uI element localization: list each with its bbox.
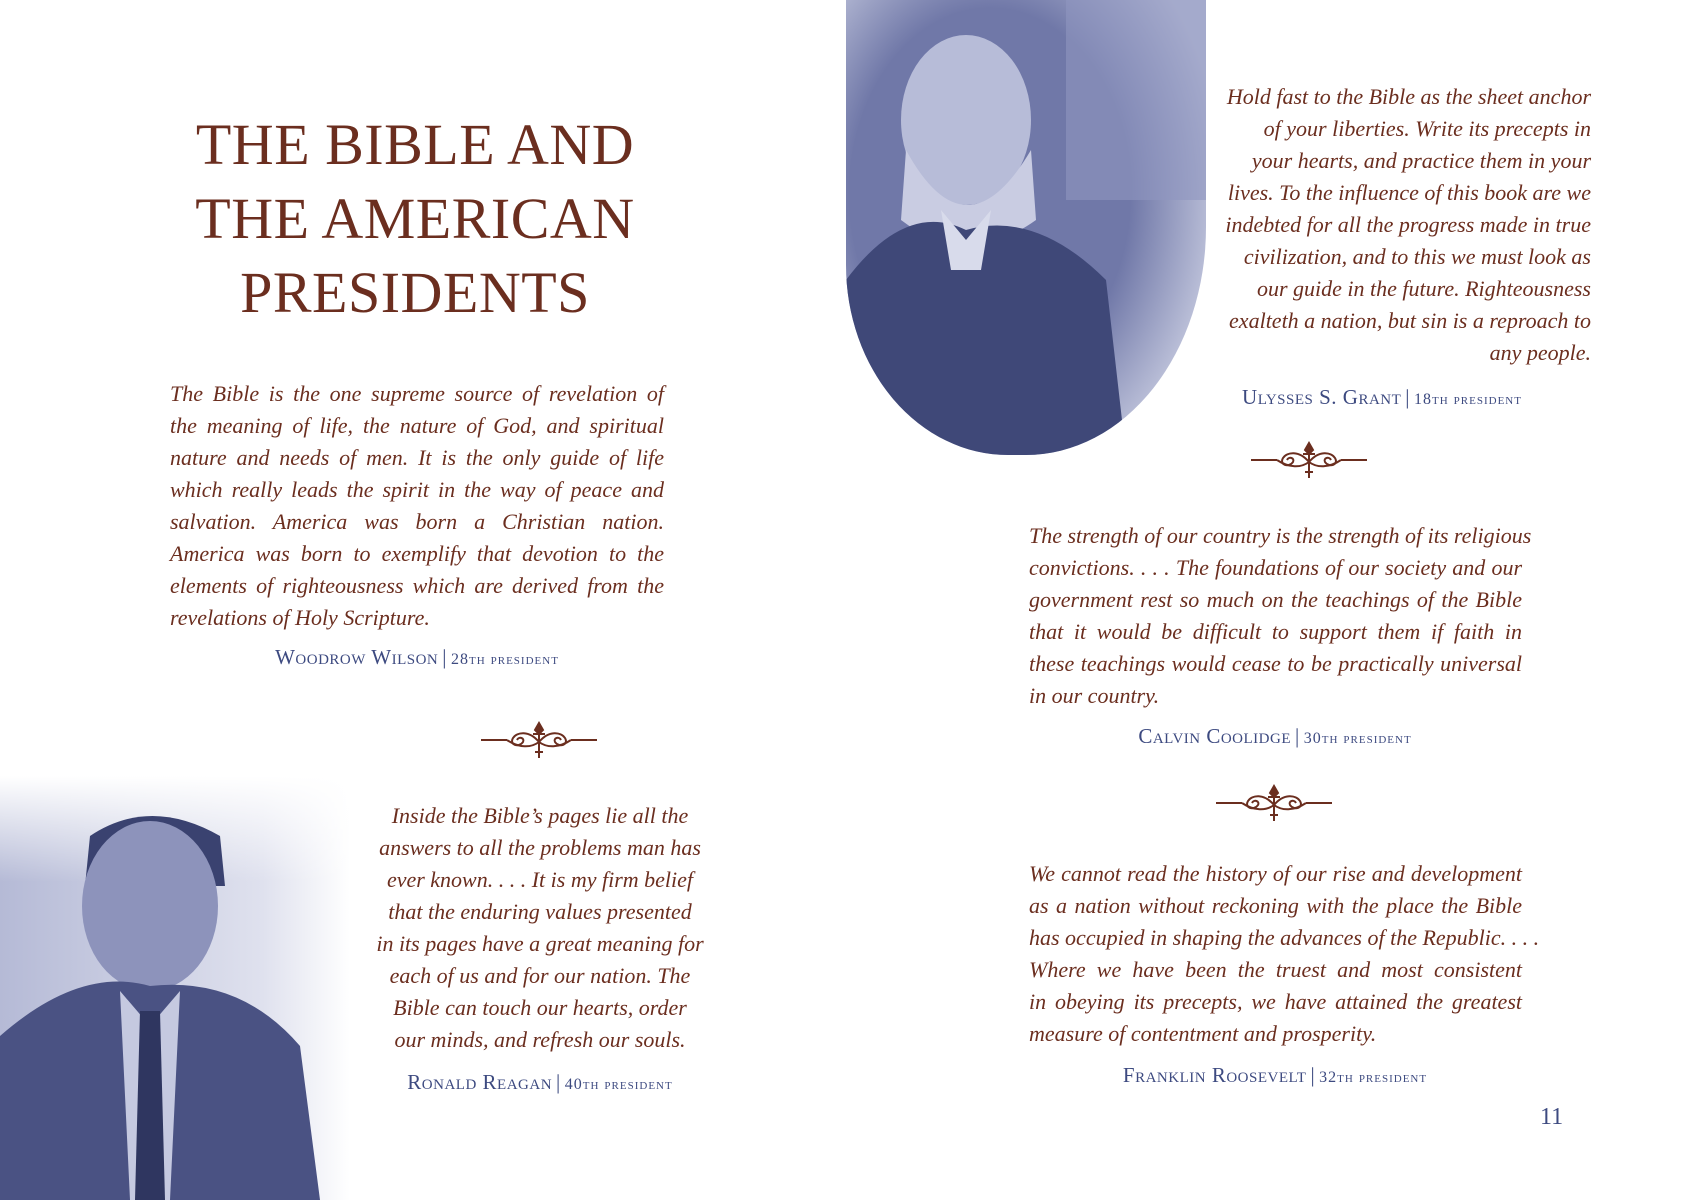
quote-line: answers to all the problems man has xyxy=(379,835,701,860)
quote-line: civilization, and to this we must look as xyxy=(1243,244,1591,269)
president-name: Ronald Reagan xyxy=(407,1070,553,1094)
separator: | xyxy=(556,1070,561,1094)
reagan-quote xyxy=(360,800,720,1056)
quote-line: government rest so much on the teachings of the Bible xyxy=(1029,587,1522,612)
separator: | xyxy=(442,645,447,669)
page-title xyxy=(150,108,680,330)
president-name: Calvin Coolidge xyxy=(1138,724,1292,748)
quote-line: in its pages have a great meaning for xyxy=(376,931,704,956)
quote-line: the meaning of life, the nature of God, and spiritual xyxy=(170,413,664,438)
quote-line: The Bible is the one supreme source of revelation of xyxy=(170,381,664,406)
title-line: THE AMERICAN xyxy=(195,186,635,251)
president-rank: 18th president xyxy=(1414,391,1522,408)
quote-line: your hearts, and practice them in your xyxy=(1251,148,1591,173)
quote-line: exalteth a nation, but sin is a reproach to xyxy=(1229,308,1591,333)
president-rank: 40th president xyxy=(564,1076,673,1093)
separator: | xyxy=(1405,385,1411,409)
reagan-portrait-photo xyxy=(0,776,350,1200)
roosevelt-attribution xyxy=(1123,1063,1427,1090)
quote-line: our guide in the future. Righteousness xyxy=(1256,276,1591,301)
title-line: THE BIBLE AND xyxy=(195,112,635,177)
president-name: Ulysses S. Grant xyxy=(1242,385,1402,409)
quote-line: as a nation without reckoning with the place the Bible xyxy=(1029,893,1522,918)
reagan-attribution xyxy=(407,1070,672,1097)
quote-line: lives. To the influence of this book are we xyxy=(1227,180,1591,205)
quote-line: each of us and for our nation. The xyxy=(389,963,691,988)
grant-attribution xyxy=(1242,385,1522,412)
fleuron-ornament-icon xyxy=(1214,783,1334,823)
quote-line: any people. xyxy=(1489,340,1591,365)
quote-line: our minds, and refresh our souls. xyxy=(394,1027,686,1052)
grant-portrait-photo xyxy=(846,0,1206,455)
title-line: PRESIDENTS xyxy=(240,260,590,325)
quote-line: ever known. . . . It is my firm belief xyxy=(386,867,694,892)
quote-line: We cannot read the history of our rise and development xyxy=(1029,861,1522,886)
separator: | xyxy=(1310,1063,1316,1087)
coolidge-attribution xyxy=(1138,724,1411,751)
quote-line: which really leads the spirit in the way of peace and xyxy=(170,477,664,502)
quote-line: Bible can touch our hearts, order xyxy=(393,995,687,1020)
quote-line: Inside the Bible’s pages lie all the xyxy=(391,803,689,828)
coolidge-quote xyxy=(1029,520,1532,712)
wilson-quote xyxy=(170,378,664,634)
quote-line: measure of contentment and prosperity. xyxy=(1029,1021,1377,1046)
quote-line: convictions. . . . The foundations of our society and our xyxy=(1029,555,1522,580)
quote-line: indebted for all the progress made in true xyxy=(1225,212,1591,237)
quote-line: salvation. America was born a Christian nation. xyxy=(170,509,664,534)
roosevelt-quote xyxy=(1029,858,1540,1050)
quote-line: that the enduring values presented xyxy=(388,899,692,924)
quote-line: America was born to exemplify that devotion to the xyxy=(170,541,664,566)
quote-line: these teachings would cease to be practically universal xyxy=(1029,651,1522,676)
quote-line: revelations of Holy Scripture. xyxy=(170,605,430,630)
quote-line: The strength of our country is the strength of its religious xyxy=(1029,523,1532,548)
separator: | xyxy=(1295,724,1300,748)
quote-line: Hold fast to the Bible as the sheet anchor xyxy=(1226,84,1591,109)
page-number: 11 xyxy=(1540,1104,1564,1130)
quote-line: elements of righteousness which are derived from the xyxy=(170,573,664,598)
wilson-attribution xyxy=(275,645,559,672)
president-rank: 32th president xyxy=(1319,1069,1428,1086)
president-rank: 30th president xyxy=(1303,730,1412,747)
quote-line: in our country. xyxy=(1029,683,1160,708)
quote-line: nature and needs of men. It is the only guide of life xyxy=(170,445,664,470)
quote-line: of your liberties. Write its precepts in xyxy=(1263,116,1591,141)
quote-line: has occupied in shaping the advances of the Republic. . . . xyxy=(1029,925,1540,950)
quote-line: that it would be difficult to support them if faith in xyxy=(1029,619,1522,644)
grant-quote xyxy=(1170,81,1591,369)
president-rank: 28th president xyxy=(450,651,559,668)
fleuron-ornament-icon xyxy=(1249,440,1369,480)
quote-line: Where we have been the truest and most consistent xyxy=(1029,957,1522,982)
quote-line: in obeying its precepts, we have attained the greatest xyxy=(1029,989,1522,1014)
president-name: Franklin Roosevelt xyxy=(1122,1063,1307,1087)
fleuron-ornament-icon xyxy=(479,720,599,760)
president-name: Woodrow Wilson xyxy=(275,645,439,669)
